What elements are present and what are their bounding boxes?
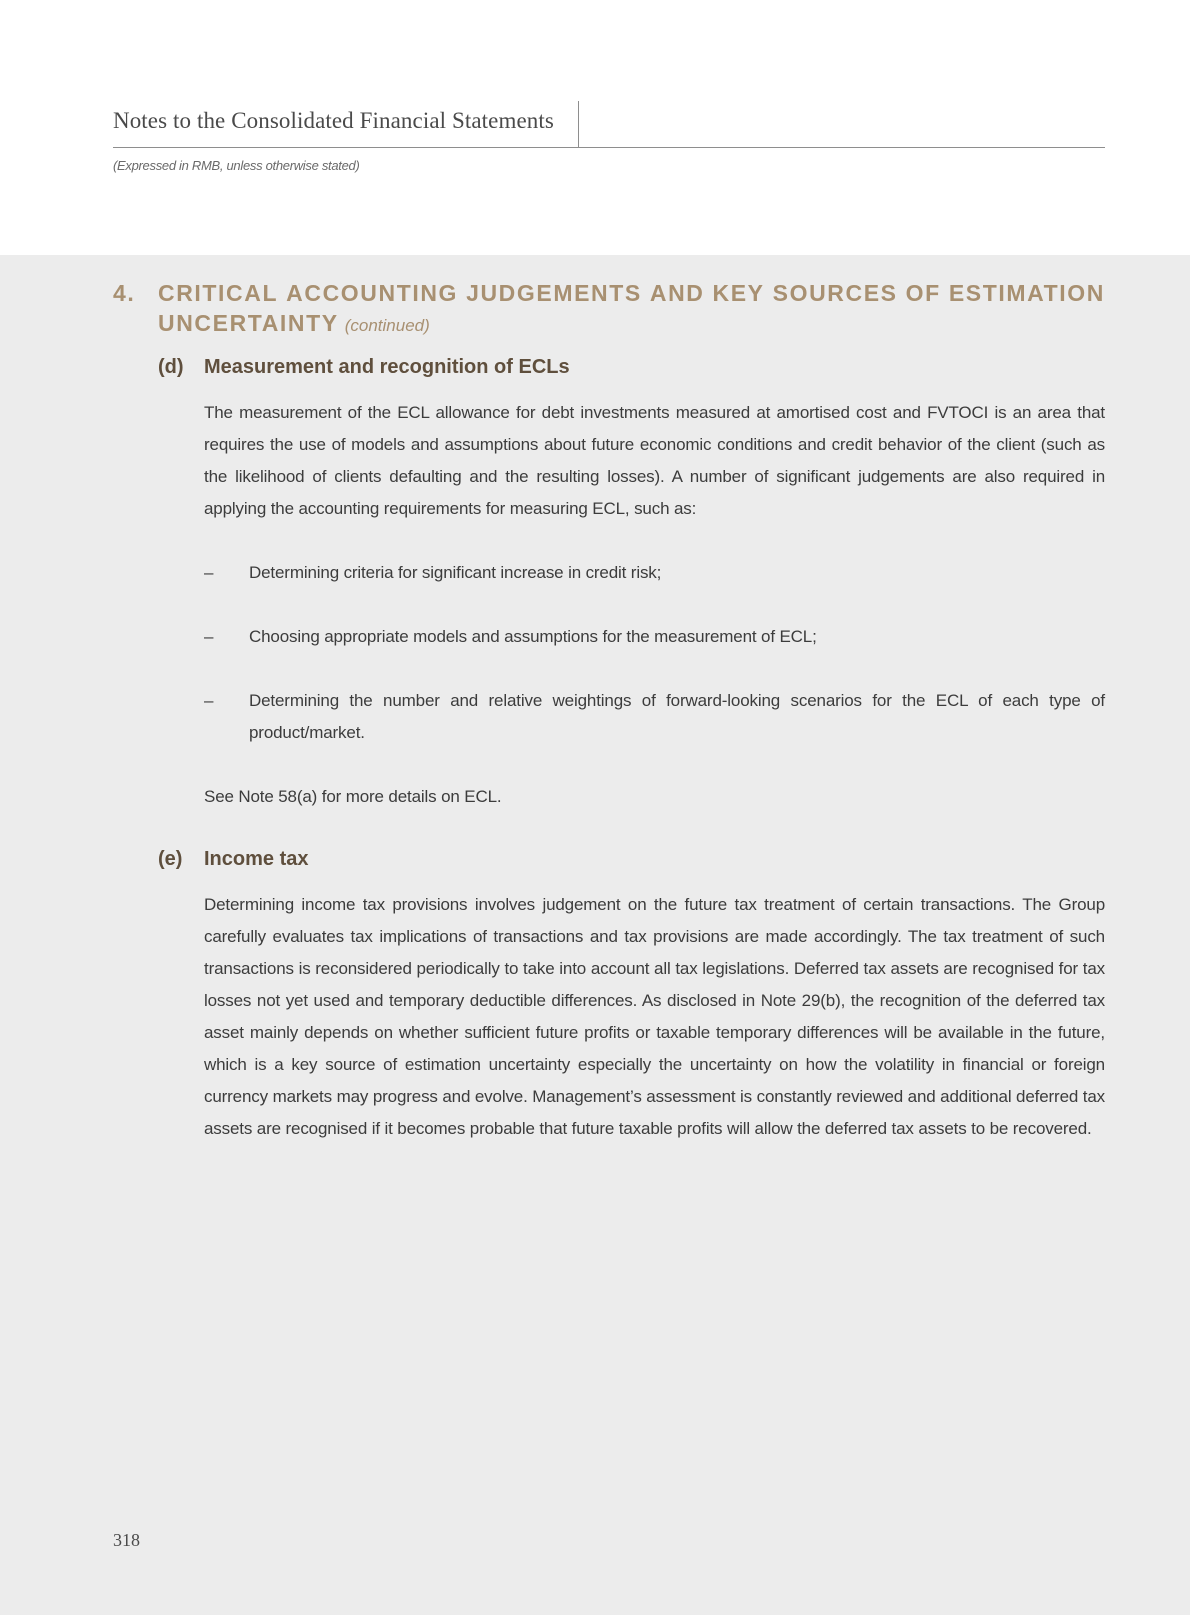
section-title-word: JUDGEMENTS — [466, 280, 642, 306]
subsection-d-letter: (d) — [158, 356, 184, 378]
header-vertical-divider — [578, 101, 579, 147]
income-tax-paragraph: Determining income tax provisions involves judgement on the future tax treatment of certain transactions. The Group carefully evaluates tax implications of transactions and tax provisions are made accordingly. The tax treatment of such transactions is reconsidered periodically to take into account all tax legislations. Deferred tax assets are recognised for tax losses not yet used and temporary deductible differences. As disclosed in Note 29(b), the recognition of the deferred tax asset mainly depends on whether sufficient future profits or taxable temporary differences will be available in the future, which is a key source of estimation uncertainty especially the uncertainty on how the volatility in financial or foreign currency markets may progress and evolve. Management’s assessment is constantly reviewed and additional deferred tax assets are recognised if it becomes probable that future taxable profits will allow the deferred tax assets to be recovered. — [204, 895, 1105, 1138]
section-title-line1 — [158, 280, 1105, 307]
bullet-marker: – — [204, 563, 214, 582]
ecl-intro-paragraph: The measurement of the ECL allowance for debt investments measured at amortised cost and FVTOCI is an area that requires the use of models and assumptions about future economic conditions and credit behavior of the client (such as the likelihood of clients defaulting and the resulting losses). A number of significant judgements are also required in applying the accounting requirements for measuring ECL, such as: — [204, 403, 1105, 518]
section-title-word: SOURCES — [772, 280, 898, 306]
section-title-line2 — [158, 310, 430, 337]
section-number: 4. — [113, 280, 136, 306]
subsection-e-letter: (e) — [158, 848, 183, 870]
section-title-word: ESTIMATION — [948, 280, 1105, 306]
section-title-word: OF — [905, 280, 941, 306]
ecl-note-reference: See Note 58(a) for more details on ECL. — [204, 787, 502, 806]
bullet-item: Determining the number and relative weightings of forward-looking scenarios for the ECL of each type of product/market. — [249, 691, 1105, 742]
page-number: 318 — [113, 1530, 140, 1550]
running-title: Notes to the Consolidated Financial Statements — [113, 108, 554, 133]
currency-note: (Expressed in RMB, unless otherwise stated) — [113, 158, 360, 173]
bullet-item: Choosing appropriate models and assumptions for the measurement of ECL; — [249, 627, 817, 646]
section-title-word: ACCOUNTING — [286, 280, 459, 306]
section-title-word: CRITICAL — [158, 280, 279, 306]
section-title-word: AND — [649, 280, 705, 306]
section-title-word: KEY — [712, 280, 765, 306]
bullet-item: Determining criteria for significant increase in credit risk; — [249, 563, 662, 582]
continued-label: (continued) — [344, 316, 430, 335]
section-title-word: UNCERTAINTY — [158, 310, 339, 336]
bullet-marker: – — [204, 691, 214, 710]
subsection-d-title: Measurement and recognition of ECLs — [204, 356, 570, 378]
header-horizontal-rule — [113, 147, 1105, 148]
subsection-e-title: Income tax — [204, 848, 309, 870]
bullet-marker: – — [204, 627, 214, 646]
